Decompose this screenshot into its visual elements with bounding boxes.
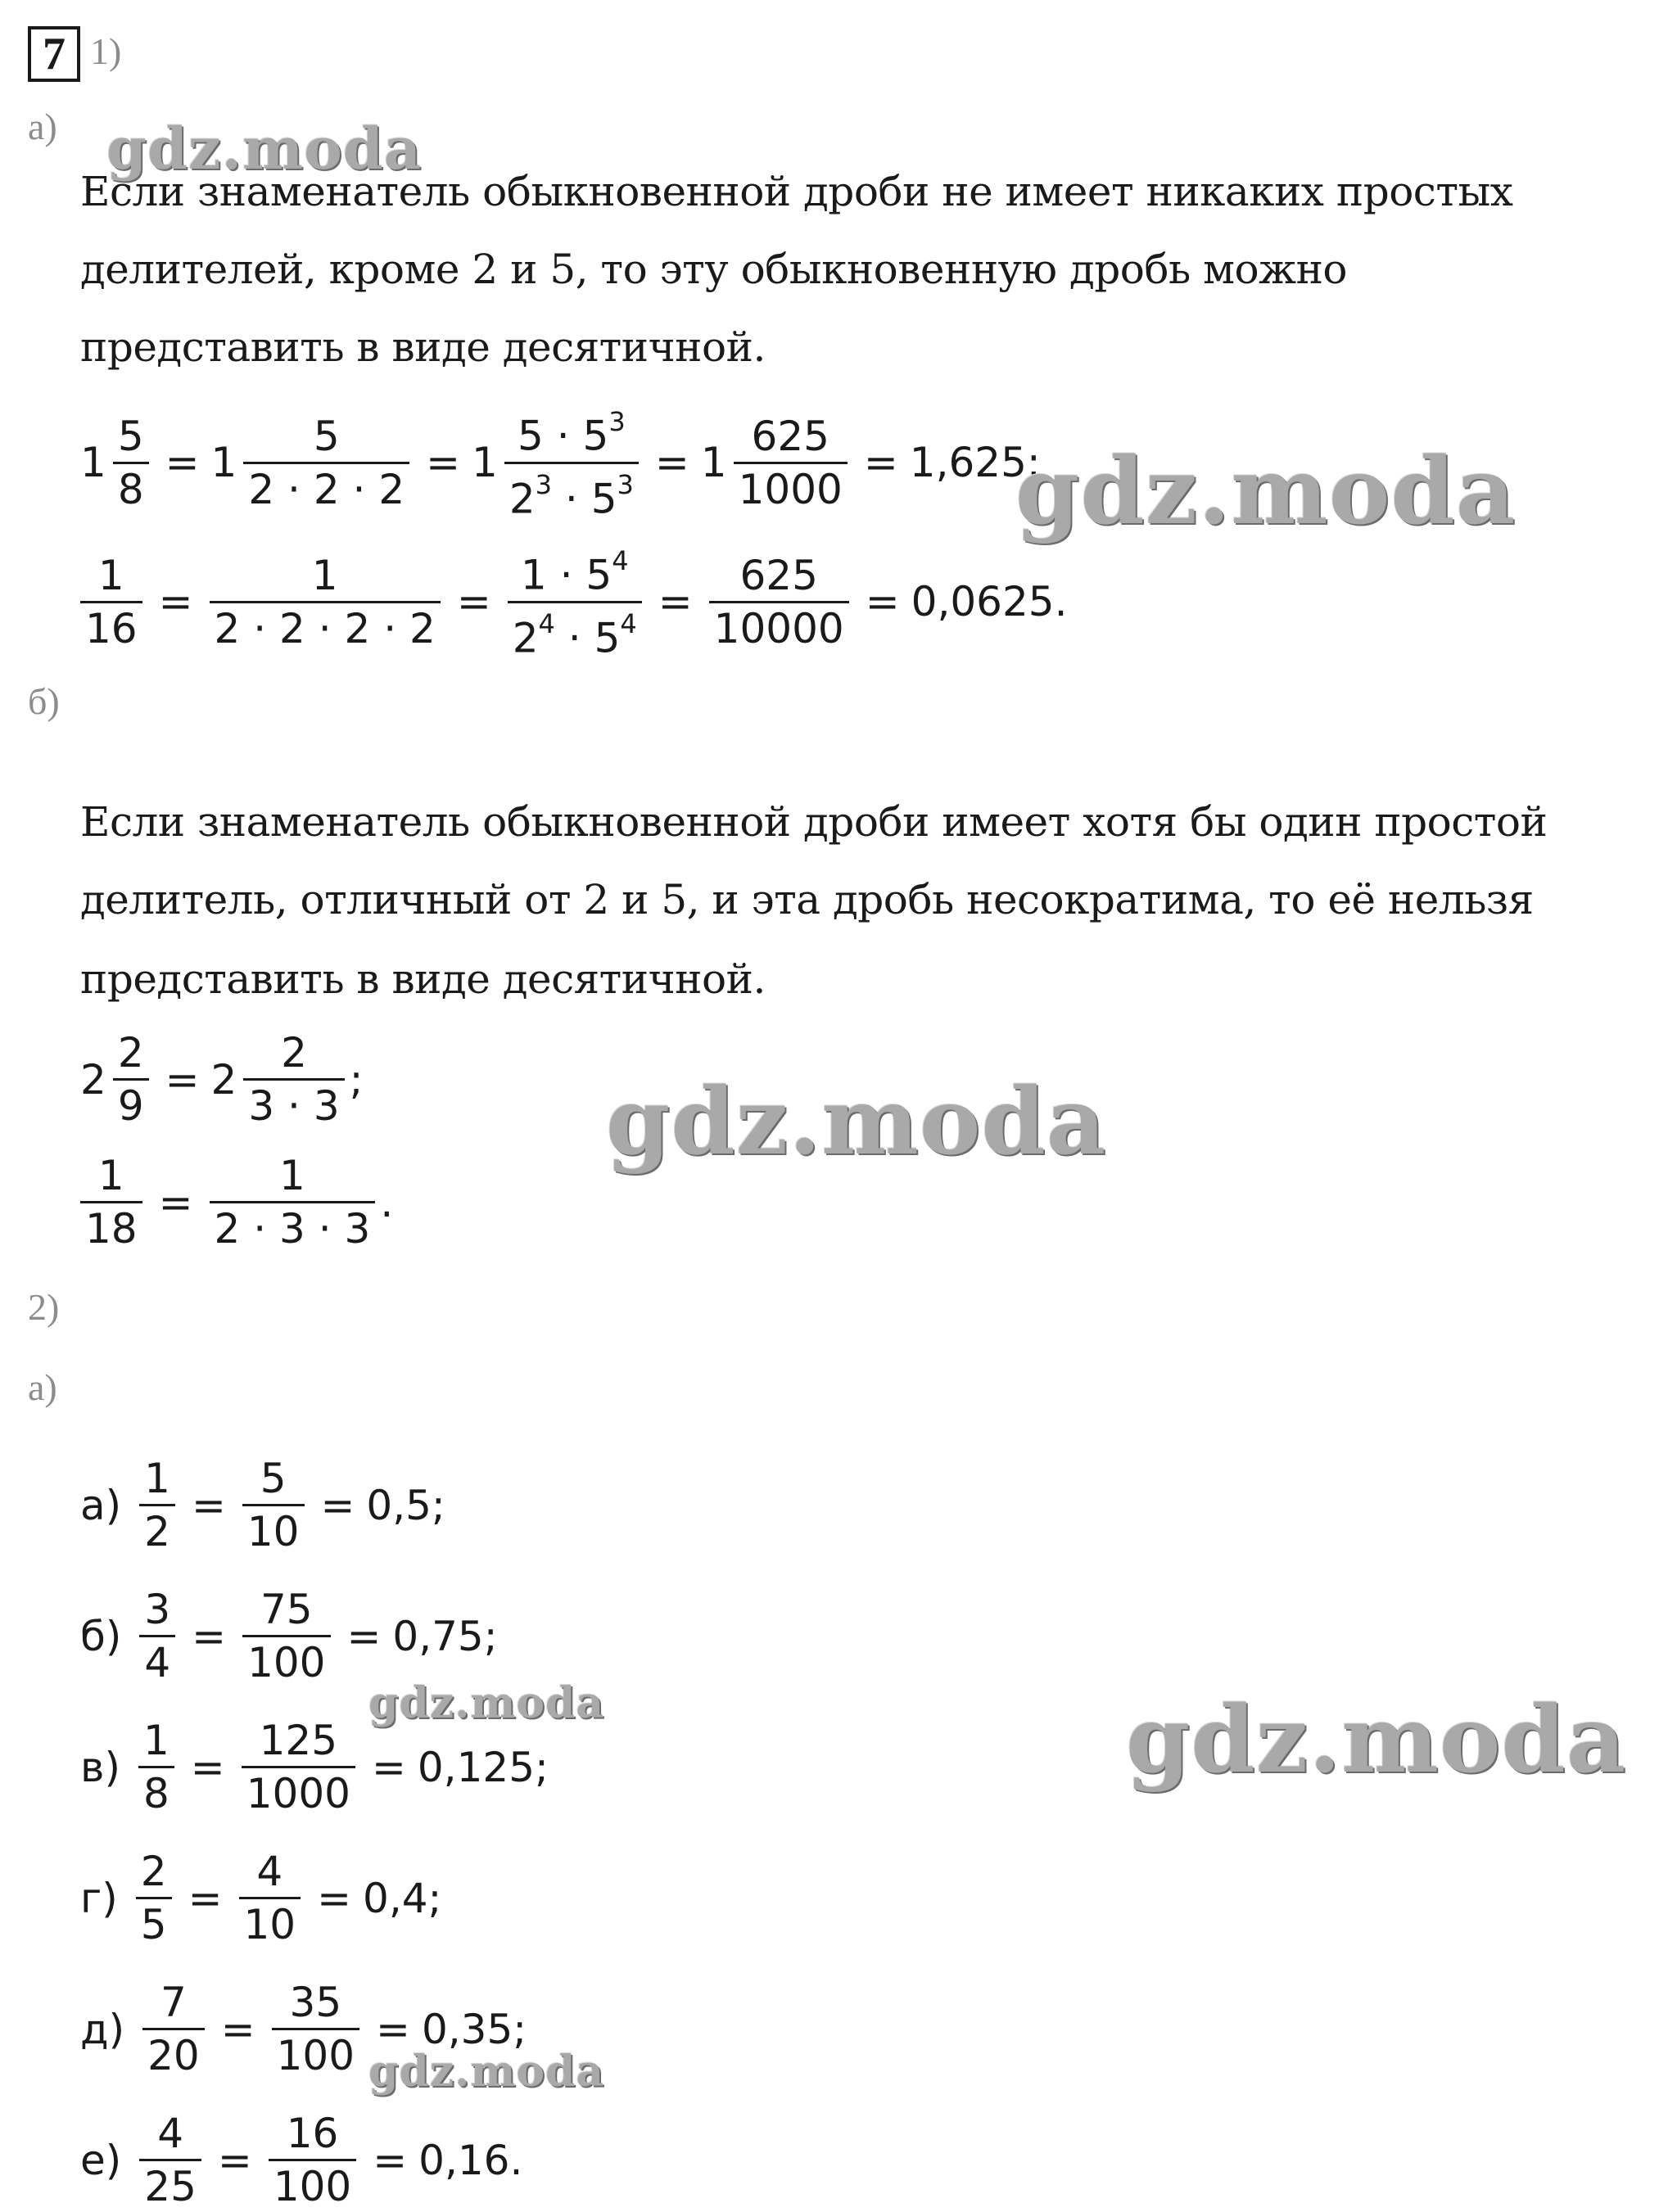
fraction: $\frac{4}{10}$ xyxy=(239,1846,301,1950)
equals-sign: = xyxy=(346,1612,382,1660)
result-value: 0,125; xyxy=(417,1743,549,1791)
part2-item-a xyxy=(80,1453,445,1557)
whole-part: 2 xyxy=(80,1055,106,1104)
part2-item-b xyxy=(80,1584,498,1688)
paragraph-line: Если знаменатель обыкновенной дроби не имеет никаких простых xyxy=(80,168,1513,215)
paragraph-line: делитель, отличный от 2 и 5, и эта дробь несократима, то её нельзя xyxy=(80,876,1534,923)
equals-sign: = xyxy=(371,1743,406,1791)
equals-sign: = xyxy=(158,1178,193,1226)
punctuation: ; xyxy=(349,1055,364,1104)
paragraph-line: представить в виде десятичной. xyxy=(80,323,766,371)
part1-b-label: б) xyxy=(28,680,60,722)
paragraph-line: делителей, кроме 2 и 5, то эту обыкновенную дробь можно xyxy=(80,246,1348,293)
equals-sign: = xyxy=(865,578,900,626)
watermark: gdz.moda xyxy=(1015,438,1517,545)
result-value: 0,16. xyxy=(418,2136,523,2184)
fraction: $\frac{625}{10000}$ xyxy=(709,550,849,654)
result-value: 0,5; xyxy=(366,1481,445,1529)
equals-sign: = xyxy=(165,1055,200,1104)
fraction: $\frac{1}{2}$ xyxy=(139,1453,175,1557)
equation-4 xyxy=(75,1150,393,1254)
fraction: $\frac{2}{3 \cdot 3}$ xyxy=(243,1027,344,1131)
result-value: 0,4; xyxy=(363,1874,442,1922)
fraction: $\frac{2}{5}$ xyxy=(136,1846,172,1950)
whole-part: 2 xyxy=(210,1055,237,1104)
item-label: б) xyxy=(80,1612,122,1660)
watermark: gdz.moda xyxy=(106,115,423,183)
part1-a-label: а) xyxy=(28,106,57,147)
equals-sign: = xyxy=(190,1743,225,1791)
equation-3 xyxy=(80,1027,364,1131)
part2-label: 2) xyxy=(28,1286,60,1328)
fraction: $\frac{35}{100}$ xyxy=(272,1977,359,2081)
fraction: $\frac{5}{10}$ xyxy=(242,1453,305,1557)
fraction: $\frac{5}{8}$ xyxy=(113,411,149,515)
whole-part: 1 xyxy=(472,439,498,487)
result-value: 0,75; xyxy=(392,1612,498,1660)
equals-sign: = xyxy=(192,1612,227,1660)
part2-item-d xyxy=(80,1846,441,1950)
equation-1 xyxy=(80,401,1041,524)
equals-sign: = xyxy=(426,439,461,487)
equals-sign: = xyxy=(217,2136,252,2184)
paragraph-line: Если знаменатель обыкновенной дроби имеет хотя бы один простой xyxy=(80,798,1548,846)
item-label: д) xyxy=(80,2005,125,2053)
equals-sign: = xyxy=(220,2005,255,2053)
fraction: $\frac{2}{9}$ xyxy=(113,1027,149,1131)
equals-sign: = xyxy=(456,578,491,626)
equals-sign: = xyxy=(191,1481,226,1529)
watermark: gdz.moda xyxy=(1126,1686,1627,1794)
watermark: gdz.moda xyxy=(368,1678,605,1728)
task-number: 7 xyxy=(28,26,80,82)
fraction: $\frac{1}{2 \cdot 3 \cdot 3}$ xyxy=(210,1150,376,1254)
equals-sign: = xyxy=(863,439,898,487)
equals-sign: = xyxy=(658,578,693,626)
item-label: г) xyxy=(80,1874,118,1922)
fraction: $\frac{1}{2 \cdot 2 \cdot 2 \cdot 2}$ xyxy=(210,550,441,654)
part1-label: 1) xyxy=(90,30,122,72)
whole-part: 1 xyxy=(700,439,727,487)
fraction: $\frac{1}{16}$ xyxy=(80,550,142,654)
fraction: $\frac{1}{18}$ xyxy=(80,1150,142,1254)
equals-sign: = xyxy=(654,439,689,487)
punctuation: . xyxy=(380,1178,394,1226)
part2-item-c xyxy=(80,1715,549,1819)
watermark: gdz.moda xyxy=(606,1068,1107,1176)
equals-sign: = xyxy=(188,1874,223,1922)
fraction: $\frac{5 \cdot 5^3}{2^3 \cdot 5^3}$ xyxy=(504,401,639,524)
watermark: gdz.moda xyxy=(368,2047,605,2097)
fraction: $\frac{16}{100}$ xyxy=(269,2108,356,2212)
item-label: е) xyxy=(80,2136,122,2184)
result-value: 0,35; xyxy=(421,2005,527,2053)
part2-a-label: а) xyxy=(28,1366,57,1408)
whole-part: 1 xyxy=(80,439,106,487)
paragraph-line: представить в виде десятичной. xyxy=(80,955,766,1003)
fraction: $\frac{75}{100}$ xyxy=(242,1584,330,1688)
equals-sign: = xyxy=(158,578,193,626)
part2-item-f xyxy=(80,2108,522,2212)
fraction: $\frac{5}{2 \cdot 2 \cdot 2}$ xyxy=(243,411,409,515)
fraction: $\frac{1}{8}$ xyxy=(138,1715,174,1819)
equals-sign: = xyxy=(320,1481,355,1529)
fraction: $\frac{625}{1000}$ xyxy=(734,411,848,515)
fraction: $\frac{7}{20}$ xyxy=(142,1977,205,2081)
result-value: 1,625; xyxy=(909,439,1041,487)
whole-part: 1 xyxy=(210,439,237,487)
equation-2 xyxy=(75,540,1068,663)
fraction: $\frac{3}{4}$ xyxy=(139,1584,175,1688)
result-value: 0,0625. xyxy=(911,578,1068,626)
equals-sign: = xyxy=(376,2005,410,2053)
equals-sign: = xyxy=(373,2136,408,2184)
item-label: в) xyxy=(80,1743,120,1791)
equals-sign: = xyxy=(165,439,200,487)
fraction: $\frac{4}{25}$ xyxy=(139,2108,201,2212)
item-label: а) xyxy=(80,1481,122,1529)
equals-sign: = xyxy=(317,1874,352,1922)
fraction: $\frac{125}{1000}$ xyxy=(242,1715,355,1819)
fraction: $\frac{1 \cdot 5^4}{2^4 \cdot 5^4}$ xyxy=(508,540,642,663)
